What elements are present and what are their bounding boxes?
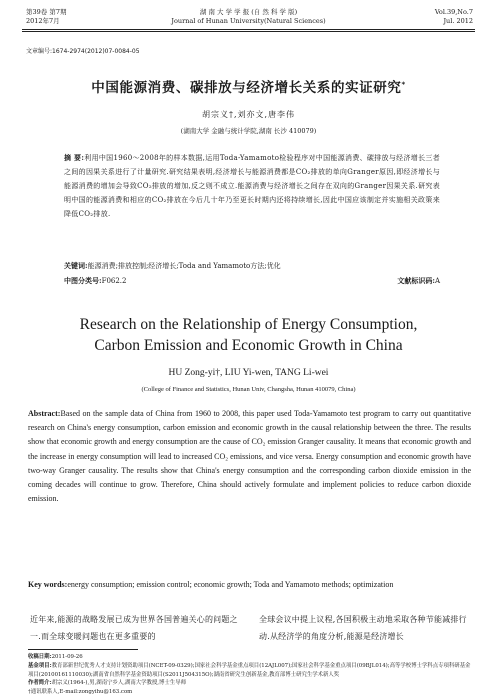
article-number: 文章编号:1674-2974(2012)07-0084-05 bbox=[26, 48, 140, 55]
document-code-label: 文献标识码: bbox=[397, 276, 435, 285]
keywords-english-label: Key words: bbox=[28, 580, 68, 589]
footnote-author-value: 胡宗义(1964-),男,湖南宁乡人,湖南大学教授,博士生导师 bbox=[51, 680, 186, 686]
header-journal-en: Journal of Hunan University(Natural Sciences) bbox=[171, 17, 326, 25]
body-column-right: 全球会议中提上议程,各国积极主动地采取各种节能减排行动.从经济学的角度分析,能源是经济增长 bbox=[259, 615, 467, 641]
title-english-line1: Research on the Relationship of Energy Consumption, bbox=[79, 316, 418, 333]
abstract-chinese-label: 摘 要: bbox=[64, 153, 85, 162]
abstract-chinese-text: 利用中国1960～2008年的样本数据,运用Toda-Yamamoto检验程序对中国能源消费、碳排放与经济增长三者之间的因果关系进行了计量研究.研究结果表明,经济增长与能源消费都是CO₂排放的单向Granger原因,即经济增长与能源消费的增加会导致CO₂排放的增加,反之则不成立.能源消费与经济增长之间存在双向的Granger因果关系.研究表明中国的能源消费和相应的CO₂排放在今后几十年乃至更长时期内还将持续增长,因此中国应该制定并实施相关政策来降低CO₂排放. bbox=[64, 154, 440, 219]
header-month-year: Jul. 2012 bbox=[443, 17, 473, 25]
footnote-received-label: 收稿日期: bbox=[28, 654, 52, 660]
title-chinese-text: 中国能源消费、碳排放与经济增长关系的实证研究 bbox=[91, 80, 402, 96]
affiliation-english: (College of Finance and Statistics, Hunan Univ, Changsha, Hunan 410079, China) bbox=[141, 386, 356, 393]
keywords-chinese-text: 能源消费;排放控制;经济增长;Toda and Yamamoto方法;优化 bbox=[87, 262, 281, 270]
footnote-author-label: 作者简介: bbox=[28, 680, 52, 686]
affiliation-chinese: (湖南大学 金融与统计学院,湖南 长沙 410079) bbox=[180, 127, 317, 135]
footnote-funding bbox=[28, 662, 471, 679]
footnote-funding-label: 基金项目: bbox=[28, 663, 52, 669]
abstract-chinese bbox=[64, 151, 440, 221]
header-date: 2012年7月 bbox=[26, 17, 60, 25]
classification-row bbox=[64, 276, 440, 286]
footnote-author bbox=[28, 679, 471, 688]
abstract-english-label: Abstract: bbox=[28, 409, 61, 418]
clc-label: 中图分类号: bbox=[64, 276, 102, 285]
document-code bbox=[397, 276, 440, 286]
body-column-left: 近年来,能源的战略发展已成为世界各国普遍关心的问题之一.而全球变暖问题也在更多重要的 bbox=[30, 615, 238, 641]
authors-chinese: 胡宗义†,刘亦文,唐李伟 bbox=[201, 110, 296, 119]
title-footnote-marker: * bbox=[401, 80, 406, 89]
header-journal-name bbox=[0, 8, 497, 26]
authors-english: HU Zong-yi†, LIU Yi-wen, TANG Li-wei bbox=[168, 368, 329, 378]
title-chinese bbox=[0, 76, 497, 96]
header-journal-cn: 湖 南 大 学 学 报 (自 然 科 学 版) bbox=[199, 8, 298, 16]
keywords-chinese-label: 关键词: bbox=[64, 261, 88, 270]
keywords-chinese bbox=[64, 261, 454, 271]
abstract-english bbox=[28, 407, 471, 506]
footnote-received bbox=[28, 653, 471, 662]
footnote-funding-value: 教育部新世纪优秀人才支持计划资助项目(NCET-09-0329);国家社会科学基金重点项目(12AJL007);国家社会科学基金重点项目(09BJL014);高等学校博士学科点专项科研基金项目(20100161110030);湖南省自然科学基金资助项目(S2011J504315O);湖南省研究生创新基金,教育部博士研究生学术新人奖 bbox=[28, 663, 471, 678]
clc-value: F062.2 bbox=[101, 277, 127, 285]
header-volume-en bbox=[435, 8, 473, 26]
header-volume: 第39卷 第7期 bbox=[26, 8, 67, 16]
header-vol-no: Vol.39,No.7 bbox=[434, 8, 473, 16]
footnote-contact: †通讯联系人,E-mail:zongyihu@163.com bbox=[28, 689, 133, 695]
keywords-english bbox=[28, 578, 471, 592]
title-english-line2: Carbon Emission and Economic Growth in China bbox=[94, 337, 403, 354]
keywords-english-text: energy consumption; emission control; economic growth; Toda and Yamamoto methods; optimization bbox=[67, 580, 394, 589]
header-rule-bottom bbox=[22, 31, 475, 32]
footnote-received-value: 2011-09-26 bbox=[51, 654, 83, 660]
abstract-english-text: Based on the sample data of China from 1960 to 2008, this paper used Toda-Yamamoto test program to carry out quantitative research on China's energy consumption, carbon emission and economic growth in the causal relationship between the three. The results show that economic growth and energy consumption are the cause of CO₂ emission Granger causality. It means that economic growth and the increase in energy consumption will lead to increased CO₂ emissions, and vice versa. Energy consumption and economic growth have two-way Granger causality. The results show that China's energy consumption and the corresponding carbon dioxide emission in the coming decades will continue to grow. Therefore, China should actively formulate and implement policies to reduce carbon dioxide emission. bbox=[28, 409, 471, 504]
header-rule-top bbox=[22, 29, 475, 30]
footnote-rule bbox=[28, 649, 138, 650]
title-english bbox=[0, 314, 497, 356]
document-code-value: A bbox=[434, 277, 440, 285]
